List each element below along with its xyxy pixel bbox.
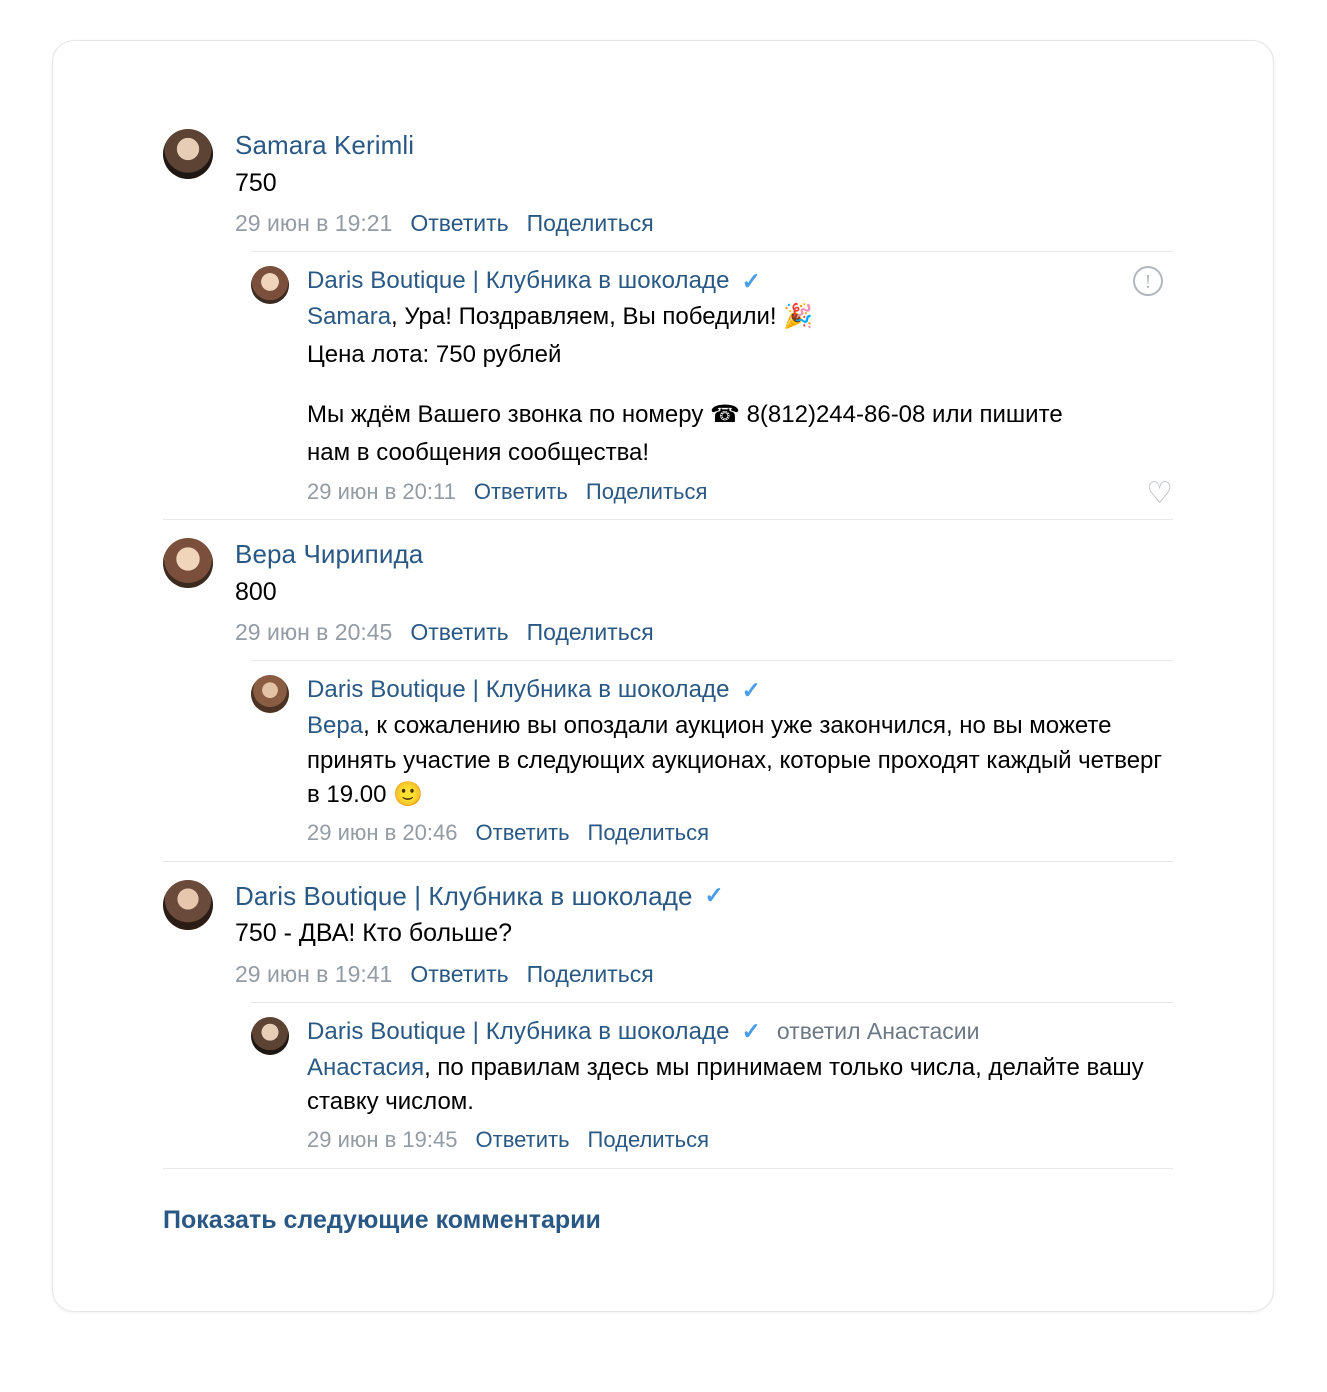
comment-text: 750 <box>235 168 277 197</box>
reply-text-paragraph2-line2: нам в сообщения сообщества! <box>307 439 650 467</box>
reply-author-row <box>307 1017 1173 1047</box>
avatar[interactable] <box>163 538 213 588</box>
reply-text-body: , к сожалению вы опоздали аукцион уже закончился, но вы можете принять участие в следующих аукционах, которые проходят каждый четверг в 19.00 🙂 <box>307 712 1163 808</box>
reply-meta <box>307 1125 1173 1156</box>
reply-button[interactable]: Ответить <box>410 960 509 987</box>
reply-text-body: , Ура! Поздравляем, Вы победили! 🎉 <box>391 303 814 331</box>
avatar[interactable] <box>163 129 213 179</box>
report-icon[interactable]: ! <box>1133 266 1163 296</box>
verified-check-icon: ✓ <box>741 267 761 294</box>
comment-body <box>235 538 1173 648</box>
comment-author-link[interactable]: Вера Чирипида <box>235 539 424 570</box>
comment-timestamp: 29 июн в 19:41 <box>235 960 393 987</box>
divider <box>163 1168 1173 1169</box>
comment-author-row <box>235 538 1173 571</box>
replied-to-label: ответил Анастасии <box>776 1018 980 1045</box>
like-button[interactable] <box>1146 479 1173 509</box>
comment-author-link[interactable]: Daris Boutique | Клубника в шоколаде <box>235 880 693 911</box>
reply-1-1 <box>251 252 1173 519</box>
reply-text <box>307 300 1173 334</box>
mention-link[interactable]: Анастасия <box>307 1053 425 1081</box>
reply-body <box>307 675 1173 848</box>
mention-link[interactable]: Вера <box>307 712 364 740</box>
replies-3 <box>163 1003 1173 1168</box>
share-button[interactable]: Поделиться <box>587 1126 710 1152</box>
verified-check-icon: ✓ <box>741 1018 761 1045</box>
reply-actions <box>1133 266 1173 296</box>
comment-body <box>235 129 1173 239</box>
verified-check-icon: ✓ <box>704 882 724 909</box>
reply-text <box>307 709 1173 811</box>
reply-body <box>307 1017 1173 1156</box>
share-button[interactable]: Поделиться <box>526 619 654 646</box>
reply-author-row <box>307 675 1173 705</box>
comment-timestamp: 29 июн в 19:45 <box>307 1126 458 1152</box>
comment-meta <box>235 958 1173 990</box>
reply-button[interactable]: Ответить <box>410 210 509 236</box>
comment-thread-1 <box>163 111 1173 251</box>
comment-timestamp: 29 июн в 20:46 <box>307 819 458 845</box>
comment-author-link[interactable]: Daris Boutique | Клубника в шоколаде <box>307 1017 730 1045</box>
reply-button[interactable]: Ответить <box>410 619 509 646</box>
comment-timestamp: 29 июн в 19:21 <box>235 210 393 236</box>
mention-link[interactable]: Samara <box>307 303 392 331</box>
comment-author-link[interactable]: Daris Boutique | Клубника в шоколаде <box>307 676 730 704</box>
comment-text: 750 - ДВА! Кто больше? <box>235 919 513 948</box>
comment-author-link[interactable]: Daris Boutique | Клубника в шоколаде <box>307 267 730 295</box>
reply-button[interactable]: Ответить <box>475 1126 570 1152</box>
reply-text-body: , по правилам здесь мы принимаем только числа, делайте вашу ставку числом. <box>307 1053 1144 1115</box>
reply-button[interactable]: Ответить <box>475 819 570 845</box>
verified-check-icon: ✓ <box>741 676 761 703</box>
reply-author-row <box>307 266 1173 296</box>
reply-3-1 <box>251 1003 1173 1168</box>
comment-body <box>235 880 1173 990</box>
reply-button[interactable]: Ответить <box>473 478 568 504</box>
show-next-comments-link[interactable]: Показать следующие комментарии <box>163 1206 601 1234</box>
share-button[interactable]: Поделиться <box>587 819 710 845</box>
avatar[interactable] <box>251 675 289 713</box>
reply-text <box>307 1051 1173 1119</box>
share-button[interactable]: Поделиться <box>526 960 654 987</box>
comment-thread-3 <box>163 862 1173 1002</box>
heart-icon: ♡ <box>1146 477 1173 511</box>
comment-meta <box>235 616 1173 648</box>
comment-text: 800 <box>235 577 277 606</box>
avatar[interactable] <box>251 1017 289 1055</box>
reply-meta <box>307 477 1173 511</box>
replies-2 <box>163 661 1173 860</box>
comment-author-row <box>235 129 1173 162</box>
reply-text-line2: Цена лота: 750 рублей <box>307 341 562 369</box>
reply-text-paragraph2-line1: Мы ждём Вашего звонка по номеру ☎ 8(812)244-86-08 или пишите <box>307 401 1063 429</box>
avatar[interactable] <box>251 266 289 304</box>
replies-1 <box>163 252 1173 519</box>
comment-author-row <box>235 880 1173 913</box>
comments-card <box>52 40 1274 1312</box>
reply-meta <box>307 818 1173 849</box>
comment-author-link[interactable]: Samara Kerimli <box>235 130 415 160</box>
reply-body <box>307 266 1173 507</box>
comments-list <box>163 111 1173 1169</box>
share-button[interactable]: Поделиться <box>585 478 708 504</box>
comment-thread-2 <box>163 520 1173 660</box>
comment-timestamp: 29 июн в 20:45 <box>235 619 393 646</box>
comment-meta <box>235 207 1173 239</box>
share-button[interactable]: Поделиться <box>526 210 654 236</box>
reply-2-1 <box>251 661 1173 860</box>
avatar[interactable] <box>163 880 213 930</box>
comment-timestamp: 29 июн в 20:11 <box>307 478 456 504</box>
